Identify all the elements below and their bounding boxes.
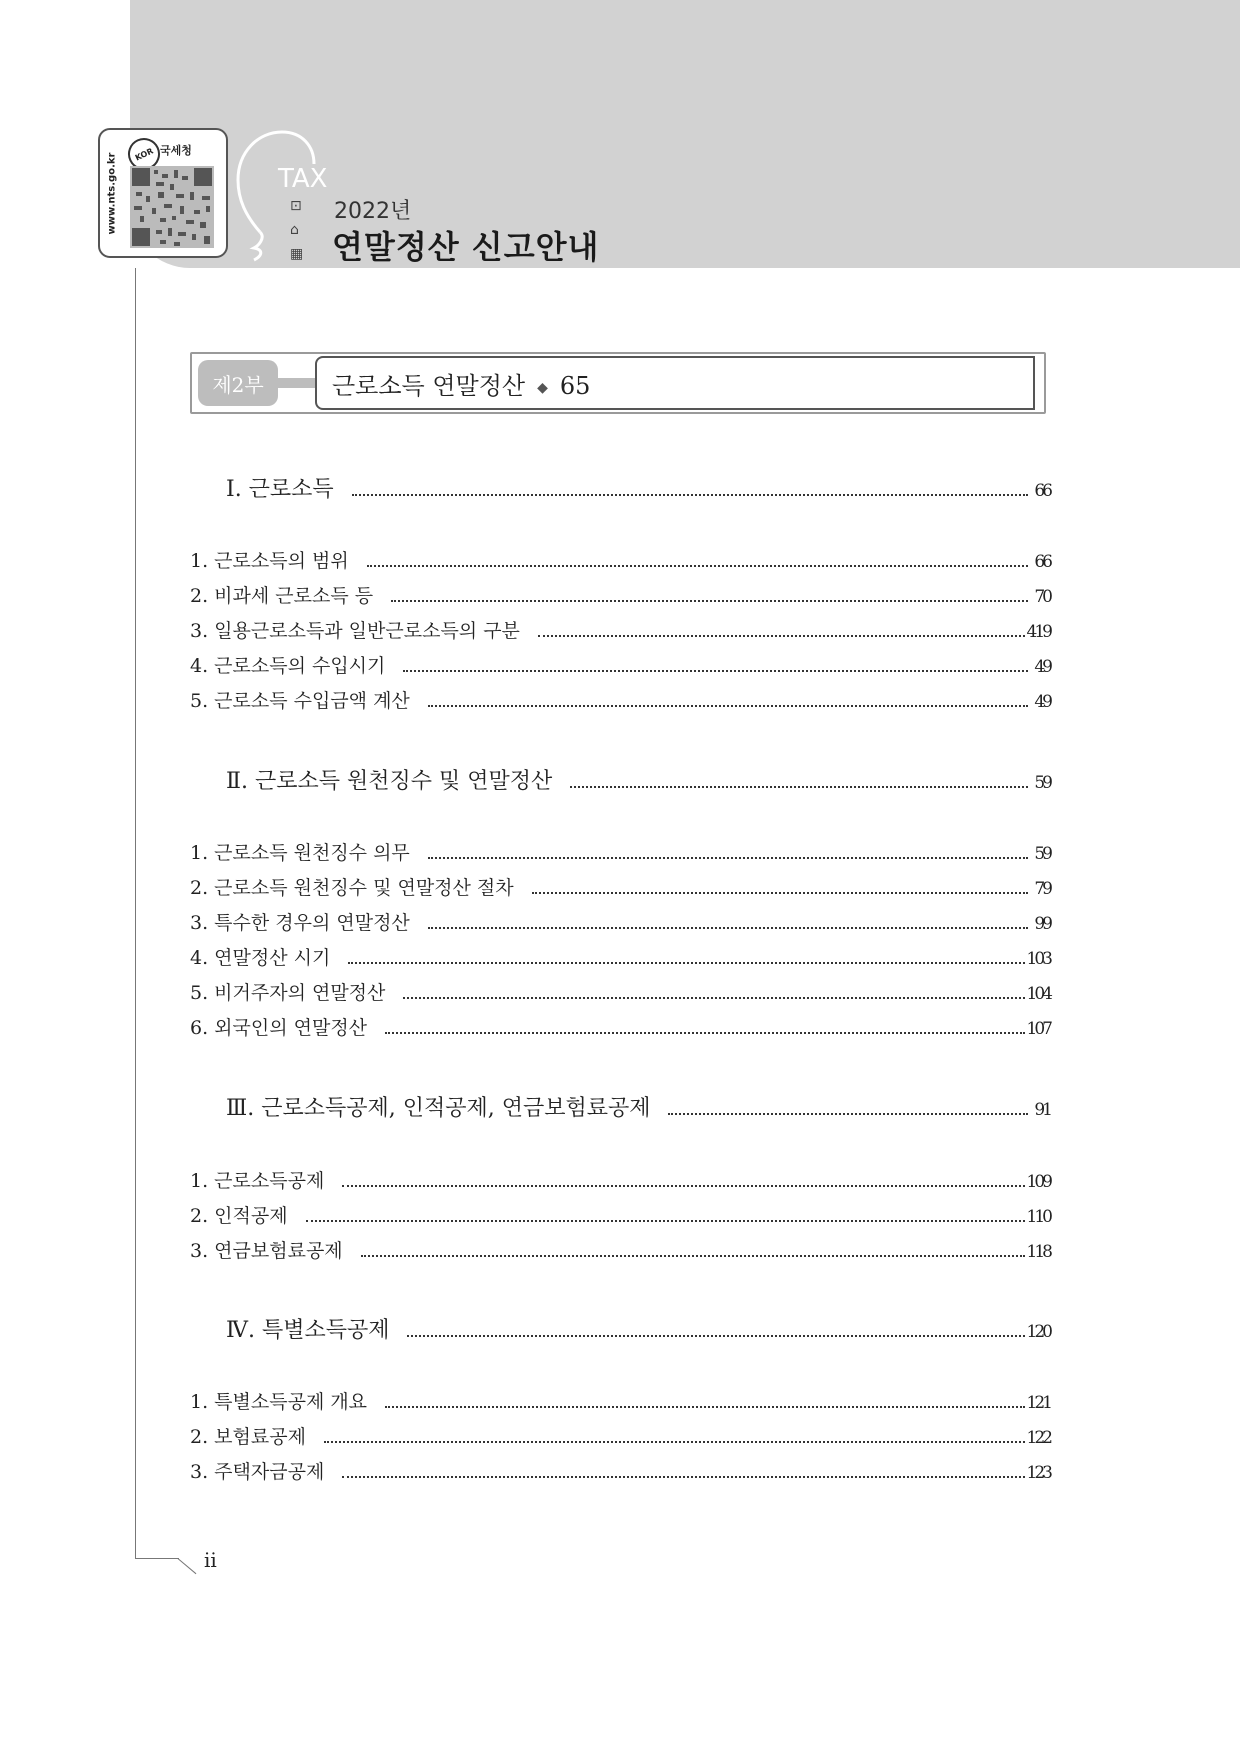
toc-page: 59 — [1034, 844, 1050, 864]
toc-item[interactable] — [190, 1013, 1050, 1040]
toc-page: 120 — [1026, 1322, 1050, 1342]
toc-section-3[interactable] — [226, 1091, 1050, 1122]
toc-page: 49 — [1034, 692, 1050, 712]
toc-leader — [342, 1185, 1024, 1187]
toc-item-label: 2. 근로소득 원천징수 및 연말정산 절차 — [190, 877, 514, 899]
toc-leader — [348, 962, 1024, 964]
toc-leader — [428, 705, 1028, 707]
toc-page: 70 — [1034, 587, 1050, 607]
toc-leader — [367, 565, 1028, 567]
toc-item-label: 3. 특수한 경우의 연말정산 — [190, 912, 410, 934]
toc-item[interactable] — [190, 908, 1050, 935]
toc-leader — [385, 1406, 1025, 1408]
toc-page: 107 — [1026, 1019, 1050, 1039]
toc-item[interactable] — [190, 1457, 1050, 1484]
toc-item-label: 1. 특별소득공제 개요 — [190, 1391, 368, 1413]
document-year: 2022년 — [334, 199, 412, 224]
toc-item[interactable] — [190, 651, 1050, 678]
part-title-line[interactable] — [332, 366, 590, 401]
toc-leader — [538, 635, 1025, 637]
page-number: ii — [204, 1548, 217, 1572]
toc-item-label: 4. 연말정산 시기 — [190, 947, 331, 969]
toc-page: 419 — [1026, 622, 1050, 642]
toc-item[interactable] — [190, 1201, 1050, 1228]
toc-page: 49 — [1034, 657, 1050, 677]
toc-leader — [391, 600, 1028, 602]
part-tab: 제2부 — [198, 360, 278, 406]
toc-item-label: 5. 비거주자의 연말정산 — [190, 982, 386, 1004]
part-title: 근로소득 연말정산 — [332, 372, 526, 400]
qr-badge[interactable] — [98, 128, 228, 258]
toc-section-label: Ⅲ. 근로소득공제, 인적공제, 연금보험료공제 — [226, 1096, 651, 1121]
part-page: 65 — [559, 372, 591, 400]
qr-code-icon — [130, 166, 214, 248]
toc-item[interactable] — [190, 686, 1050, 713]
toc-page: 103 — [1026, 949, 1050, 969]
toc-item[interactable] — [190, 546, 1050, 573]
toc-item-label: 3. 일용근로소득과 일반근로소득의 구분 — [190, 620, 520, 642]
toc-section-2[interactable] — [226, 764, 1050, 795]
toc-leader — [306, 1220, 1025, 1222]
footer-rule-diagonal — [177, 1558, 196, 1574]
badge-agency: 국세청 — [160, 144, 192, 157]
toc-page: 118 — [1026, 1242, 1050, 1262]
toc-item-label: 1. 근로소득 원천징수 의무 — [190, 842, 410, 864]
toc-leader — [428, 927, 1028, 929]
toc-leader — [403, 997, 1024, 999]
toc-leader — [428, 857, 1028, 859]
toc-leader — [407, 1335, 1024, 1337]
toc-item-label: 2. 비과세 근로소득 등 — [190, 585, 374, 607]
toc-item[interactable] — [190, 943, 1050, 970]
document-title: 연말정산 신고안내 — [332, 228, 600, 266]
tax-decor-text: TAX — [278, 164, 328, 194]
toc-page: 79 — [1034, 879, 1050, 899]
toc-leader — [403, 670, 1028, 672]
toc-item-label: 2. 인적공제 — [190, 1205, 288, 1227]
part-tab-connector — [278, 378, 318, 388]
toc-item[interactable] — [190, 838, 1050, 865]
footer-rule — [135, 1558, 179, 1559]
toc-section-label: Ⅳ. 특별소득공제 — [226, 1318, 390, 1343]
toc-page: 123 — [1026, 1463, 1050, 1483]
toc-page: 99 — [1034, 914, 1050, 934]
calculator-icon: ▦ — [290, 246, 304, 262]
toc-item-label: 2. 보험료공제 — [190, 1426, 306, 1448]
toc-item[interactable] — [190, 978, 1050, 1005]
toc-section-label: Ⅰ. 근로소득 — [226, 477, 334, 502]
toc-item[interactable] — [190, 1166, 1050, 1193]
toc-item-label: 3. 주택자금공제 — [190, 1461, 325, 1483]
toc-page: 109 — [1026, 1172, 1050, 1192]
toc-item-label: 4. 근로소득의 수입시기 — [190, 655, 386, 677]
toc-leader — [352, 494, 1028, 496]
toc-item[interactable] — [190, 873, 1050, 900]
toc-item[interactable] — [190, 581, 1050, 608]
house-icon: ⌂ — [290, 222, 299, 238]
toc-leader — [570, 786, 1028, 788]
calendar-icon: ⊡ — [290, 198, 302, 214]
kor-emblem-icon: KOR — [123, 133, 166, 176]
toc-leader — [532, 892, 1028, 894]
toc-section-label: Ⅱ. 근로소득 원천징수 및 연말정산 — [226, 769, 553, 794]
toc-page: 66 — [1034, 481, 1050, 501]
badge-url: www.nts.go.kr — [106, 152, 118, 235]
toc-item[interactable] — [190, 1387, 1050, 1414]
lightbulb-icon — [236, 128, 316, 268]
toc-page: 121 — [1026, 1393, 1050, 1413]
part-banner — [190, 352, 1046, 414]
toc-item-label: 1. 근로소득의 범위 — [190, 550, 349, 572]
toc-page: 91 — [1034, 1100, 1050, 1120]
toc-section-4[interactable] — [226, 1313, 1050, 1344]
toc-leader — [361, 1255, 1025, 1257]
toc-page: 104 — [1026, 984, 1050, 1004]
toc-item-label: 5. 근로소득 수입금액 계산 — [190, 690, 410, 712]
left-margin-rule — [135, 268, 136, 1558]
toc-item-label: 3. 연금보험료공제 — [190, 1240, 343, 1262]
toc-item-label: 6. 외국인의 연말정산 — [190, 1017, 368, 1039]
toc-page: 110 — [1026, 1207, 1050, 1227]
toc-item-label: 1. 근로소득공제 — [190, 1170, 325, 1192]
toc-leader — [668, 1113, 1028, 1115]
toc-leader — [324, 1441, 1025, 1443]
toc-leader — [342, 1476, 1024, 1478]
toc-page: 122 — [1026, 1428, 1050, 1448]
toc-item[interactable] — [190, 1236, 1050, 1263]
toc-item[interactable] — [190, 616, 1050, 643]
toc-item[interactable] — [190, 1422, 1050, 1449]
toc-leader — [385, 1032, 1025, 1034]
toc-page: 59 — [1034, 773, 1050, 793]
toc-section-1[interactable] — [226, 472, 1050, 503]
toc-page: 66 — [1034, 552, 1050, 572]
bullet-icon: ◆ — [537, 379, 548, 396]
